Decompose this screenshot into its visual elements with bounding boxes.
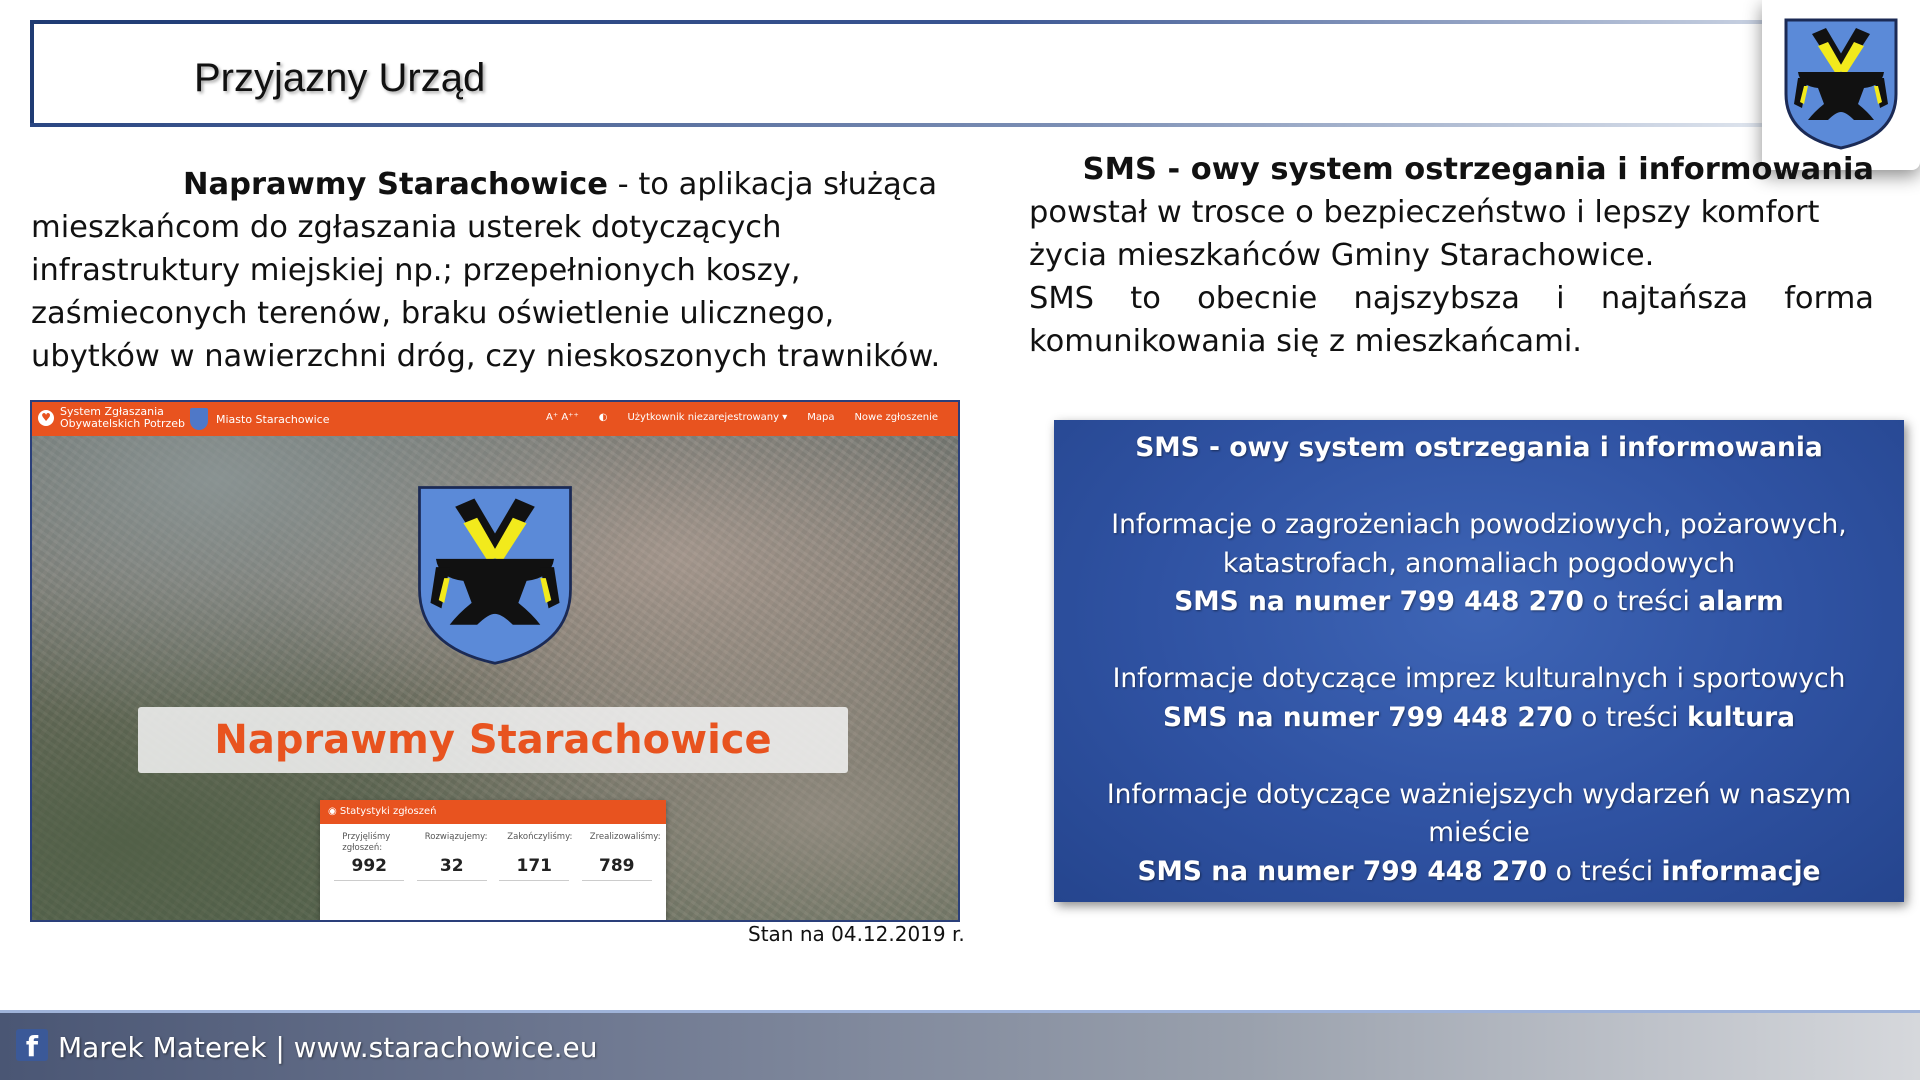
- alarm-info-line-2: katastrofach, anomaliach pogodowych: [1222, 547, 1736, 579]
- app-city: [190, 408, 329, 430]
- app-banner: Naprawmy Starachowice: [138, 707, 848, 773]
- alarm-sms-line: SMS na numer 799 448 270 o treści alarm: [1174, 586, 1784, 617]
- stat-finished: Zakończyliśmy: 171: [499, 832, 569, 881]
- alarm-info-line-1: Informacje o zagrożeniach powodziowych, pożarowych,: [1111, 509, 1847, 540]
- app-navbar: [32, 402, 958, 436]
- app-brand-label: System Zgłaszania Obywatelskich Potrzeb: [60, 405, 186, 430]
- status-date-note: Stan na 04.12.2019 r.: [748, 922, 965, 946]
- news-info-line-1: Informacje dotyczące ważniejszych wydarzeń w naszym: [1106, 778, 1852, 810]
- new-report-link: Nowe zgłoszenie: [854, 412, 938, 423]
- city-arms-icon: [190, 408, 208, 430]
- stat-received: Przyjęliśmy zgłoszeń: 992: [334, 832, 404, 881]
- app-nav: [546, 412, 938, 423]
- coat-of-arms-logo: [1762, 0, 1920, 170]
- app-brand: [38, 406, 190, 430]
- page-title: Przyjazny Urząd: [194, 56, 486, 100]
- app-description-text: - to aplikacja służąca mieszkańcom do zgłaszania usterek dotyczących infrastruktury miejskiej np.; przepełnionych koszy, zaśmieconych terenów, braku oświetlenie ulicznego, ubytków w nawierzchni dróg, czy nieskoszonych trawników.: [31, 167, 941, 374]
- footer: [0, 1010, 1920, 1080]
- sms-info-box: [1054, 420, 1904, 902]
- user-menu: Użytkownik niezarejestrowany ▾: [627, 412, 788, 423]
- city-coat-of-arms: [414, 480, 576, 668]
- contrast-icon: ◐: [598, 412, 608, 423]
- footer-author-link[interactable]: Marek Materek | www.starachowice.eu: [58, 1031, 598, 1064]
- sms-box-title: SMS - owy system ostrzegania i informowania: [1135, 432, 1823, 463]
- culture-sms-line: SMS na numer 799 448 270 o treści kultura: [1162, 701, 1796, 733]
- app-city-label: Miasto Starachowice: [216, 412, 330, 426]
- news-sms-line: SMS na numer 799 448 270 o treści informacje: [1137, 855, 1821, 887]
- app-screenshot: [30, 400, 960, 922]
- facebook-icon[interactable]: f: [16, 1029, 48, 1061]
- sms-system-heading: SMS - owy system ostrzegania i informowania: [1082, 152, 1874, 187]
- stats-title: ◉ Statystyki zgłoszeń: [320, 800, 666, 824]
- coat-of-arms-icon: [1782, 16, 1900, 150]
- title-frame: [30, 20, 1770, 127]
- font-size-toggle: A⁺ A⁺⁺: [546, 412, 579, 423]
- stats-panel: [320, 800, 666, 922]
- app-description: [31, 163, 951, 378]
- sms-system-text: powstał w trosce o bezpieczeństwo i lepszy komfort życia mieszkańców Gminy Starachowice.: [1029, 195, 1820, 273]
- shield-icon: ♥: [38, 410, 54, 426]
- sms-system-description: [1029, 148, 1874, 363]
- culture-info-line: Informacje dotyczące imprez kulturalnych i sportowych: [1112, 663, 1846, 694]
- news-info-line-2: mieście: [1428, 817, 1530, 848]
- stat-realized: Zrealizowaliśmy: 789: [582, 832, 652, 881]
- sms-system-text-3: komunikowania się z mieszkańcami.: [1029, 324, 1583, 359]
- map-link: Mapa: [807, 412, 835, 423]
- app-name: Naprawmy Starachowice: [183, 167, 608, 202]
- stat-in-progress: Rozwiązujemy: 32: [417, 832, 487, 881]
- sms-system-text-2: SMS to obecnie najszybsza i najtańsza forma: [1029, 281, 1874, 316]
